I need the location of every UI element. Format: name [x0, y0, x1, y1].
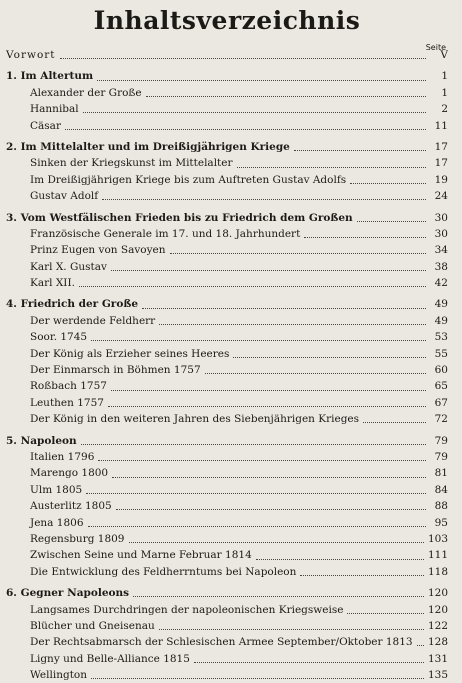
toc-entry-row[interactable] — [6, 101, 448, 117]
toc-entry-title: Französische Generale im 17. und 18. Jahrhundert — [30, 227, 301, 240]
toc-chapter-row[interactable] — [6, 210, 448, 226]
toc-entry-title: Hannibal — [30, 103, 79, 116]
toc-page-number: 88 — [434, 500, 448, 513]
toc-entry-row[interactable] — [6, 395, 448, 411]
toc-page-number: 19 — [434, 173, 448, 186]
toc-page-number: 135 — [427, 669, 448, 682]
toc-entry-row[interactable] — [6, 313, 448, 329]
toc-entry-title: Gustav Adolf — [30, 190, 99, 203]
toc-entry-title: Italien 1796 — [30, 450, 95, 463]
toc-page-number: 1 — [441, 70, 448, 83]
toc-entry-row[interactable] — [6, 275, 448, 291]
toc-entry-title: Ligny und Belle-Alliance 1815 — [30, 652, 190, 665]
toc-entry-title: Langsames Durchdringen der napoleonischen Kriegsweise — [30, 603, 344, 616]
toc-entry-title: Zwischen Seine und Marne Februar 1814 — [30, 549, 252, 562]
page-title: Inhaltsverzeichnis — [93, 6, 361, 35]
toc-entry-row[interactable] — [6, 362, 448, 378]
toc-entry-title: Blücher und Gneisenau — [30, 619, 155, 632]
toc-entry-title: Karl XII. — [30, 277, 75, 290]
toc-entry-row[interactable] — [6, 118, 448, 134]
toc-entry-row[interactable] — [6, 515, 448, 531]
toc-entry-title: Soor. 1745 — [30, 331, 88, 344]
dot-leader — [97, 79, 426, 81]
toc-page-number: 131 — [427, 652, 448, 665]
toc-page-number: 17 — [434, 157, 448, 170]
toc-chapter-row[interactable] — [6, 296, 448, 312]
dot-leader — [91, 339, 426, 341]
toc-entry-title: Die Entwicklung des Feldherrntums bei Napoleon — [30, 565, 297, 578]
page-column-label: Seite — [425, 43, 446, 52]
toc-entry-row[interactable] — [6, 329, 448, 345]
toc-entry-title: Der Einmarsch in Böhmen 1757 — [30, 364, 201, 377]
dot-leader — [111, 269, 426, 271]
dot-leader — [98, 459, 426, 461]
dot-leader — [159, 323, 426, 325]
toc-entry-title: Der König in den weiteren Jahren des Siebenjährigen Krieges — [30, 413, 360, 426]
toc-entry-title: Regensburg 1809 — [30, 532, 125, 545]
dot-leader — [116, 508, 426, 510]
toc-entry-title: 4. Friedrich der Große — [6, 298, 139, 311]
toc-entry-row[interactable] — [6, 618, 448, 634]
dot-leader — [111, 389, 426, 391]
toc-entry-title: Roßbach 1757 — [30, 380, 107, 393]
dot-leader — [294, 149, 426, 151]
toc-preface-row[interactable] — [6, 47, 448, 63]
toc-entry-row[interactable] — [6, 634, 448, 650]
toc-page-number: 111 — [427, 549, 448, 562]
toc-page-number: 2 — [441, 103, 448, 116]
toc-entry-row[interactable] — [6, 346, 448, 362]
dot-leader — [65, 128, 426, 130]
toc-page-number: 79 — [434, 434, 448, 447]
toc-entry-row[interactable] — [6, 465, 448, 481]
toc-page-number: 38 — [434, 260, 448, 273]
dot-leader — [88, 525, 426, 527]
toc-entry-row[interactable] — [6, 547, 448, 563]
toc-page-number: 120 — [427, 603, 448, 616]
dot-leader — [170, 252, 426, 254]
toc-page-number: 49 — [434, 298, 448, 311]
toc-chapter-row[interactable] — [6, 585, 448, 601]
toc-entry-row[interactable] — [6, 259, 448, 275]
toc-entry-title: Leuthen 1757 — [30, 396, 104, 409]
dot-leader — [304, 236, 426, 238]
dot-leader — [108, 405, 426, 407]
toc-page-number: 53 — [434, 331, 448, 344]
toc-entry-title: Marengo 1800 — [30, 467, 109, 480]
toc-entry-title: Ulm 1805 — [30, 483, 83, 496]
toc-entry-title: 1. Im Altertum — [6, 70, 94, 83]
toc-chapter-row[interactable] — [6, 68, 448, 84]
toc-entry-row[interactable] — [6, 482, 448, 498]
toc-page-number: 60 — [434, 364, 448, 377]
toc-entry-row[interactable] — [6, 226, 448, 242]
toc-entry-row[interactable] — [6, 85, 448, 101]
dot-leader — [91, 677, 424, 679]
toc-page-number: 128 — [427, 636, 448, 649]
toc-entry-row[interactable] — [6, 242, 448, 258]
dot-leader — [357, 220, 426, 222]
dot-leader — [133, 595, 424, 597]
toc-page-number: 65 — [434, 380, 448, 393]
dot-leader — [300, 574, 424, 576]
toc-page-number: 122 — [427, 619, 448, 632]
toc-page-number: 118 — [427, 565, 448, 578]
toc-entry-title: 2. Im Mittelalter und im Dreißigjährigen Kriege — [6, 140, 290, 153]
toc-page-number: 24 — [434, 190, 448, 203]
toc-page-number: 95 — [434, 516, 448, 529]
toc-entry-title: 5. Napoleon — [6, 434, 77, 447]
toc-page-number: 84 — [434, 483, 448, 496]
toc-page-number: V — [440, 49, 448, 61]
toc-entry-row[interactable] — [6, 411, 448, 427]
dot-leader — [81, 443, 426, 445]
dot-leader — [205, 372, 426, 374]
dot-leader — [86, 492, 426, 494]
toc-page-number: 67 — [434, 396, 448, 409]
toc-entry-title: Karl X. Gustav — [30, 260, 107, 273]
toc-entry-title: Cäsar — [30, 119, 61, 132]
toc-entry-title: Austerlitz 1805 — [30, 500, 112, 513]
dot-leader — [350, 182, 426, 184]
toc-entry-row[interactable] — [6, 602, 448, 618]
toc-entry-title: Sinken der Kriegskunst im Mittelalter — [30, 157, 233, 170]
toc-page-number: 17 — [434, 140, 448, 153]
toc-page-number: 34 — [434, 244, 448, 257]
toc-chapter-row[interactable] — [6, 139, 448, 155]
toc-entry-title: Wellington — [30, 669, 88, 682]
toc-entry-title: Prinz Eugen von Savoyen — [30, 244, 166, 257]
toc-entry-row[interactable] — [6, 172, 448, 188]
dot-leader — [347, 612, 424, 614]
toc-entry-title: Jena 1806 — [30, 516, 84, 529]
toc-page-number: 30 — [434, 227, 448, 240]
toc-entry-title: Alexander der Große — [30, 86, 142, 99]
toc-page-number: 55 — [434, 347, 448, 360]
toc-page-number: 49 — [434, 314, 448, 327]
dot-leader — [159, 628, 424, 630]
dot-leader — [256, 558, 424, 560]
dot-leader — [60, 57, 426, 59]
table-of-contents — [6, 47, 448, 683]
toc-chapter-row[interactable] — [6, 433, 448, 449]
toc-entry-title: 3. Vom Westfälischen Frieden bis zu Friedrich dem Großen — [6, 211, 353, 224]
toc-entry-row[interactable] — [6, 155, 448, 171]
toc-entry-row[interactable] — [6, 449, 448, 465]
dot-leader — [102, 198, 426, 200]
dot-leader — [83, 111, 426, 113]
toc-page-number: 1 — [441, 86, 448, 99]
dot-leader — [417, 644, 424, 646]
toc-entry-title: Im Dreißigjährigen Kriege bis zum Auftreten Gustav Adolfs — [30, 173, 347, 186]
dot-leader — [129, 541, 424, 543]
toc-entry-title: Vorwort — [6, 49, 56, 61]
toc-entry-row[interactable] — [6, 188, 448, 204]
dot-leader — [194, 661, 424, 663]
toc-entry-row[interactable] — [6, 378, 448, 394]
toc-entry-row[interactable] — [6, 564, 448, 580]
dot-leader — [233, 356, 426, 358]
toc-page-number: 30 — [434, 211, 448, 224]
toc-page-number: 120 — [427, 587, 448, 600]
toc-entry-row[interactable] — [6, 667, 448, 683]
dot-leader — [146, 95, 426, 97]
toc-page-number: 72 — [434, 413, 448, 426]
dot-leader — [112, 476, 426, 478]
toc-entry-title: 6. Gegner Napoleons — [6, 587, 130, 600]
toc-entry-title: Der König als Erzieher seines Heeres — [30, 347, 230, 360]
toc-entry-row[interactable] — [6, 498, 448, 514]
toc-page-number: 103 — [427, 532, 448, 545]
dot-leader — [79, 285, 426, 287]
toc-entry-title: Der Rechtsabmarsch der Schlesischen Armee September/Oktober 1813 — [30, 636, 413, 649]
toc-page-number: 11 — [434, 119, 448, 132]
toc-entry-row[interactable] — [6, 531, 448, 547]
toc-page-number: 79 — [434, 450, 448, 463]
dot-leader — [142, 307, 426, 309]
toc-page-number: 42 — [434, 277, 448, 290]
toc-page-number: 81 — [434, 467, 448, 480]
dot-leader — [237, 166, 426, 168]
dot-leader — [363, 421, 426, 423]
toc-entry-row[interactable] — [6, 651, 448, 667]
toc-entry-title: Der werdende Feldherr — [30, 314, 156, 327]
